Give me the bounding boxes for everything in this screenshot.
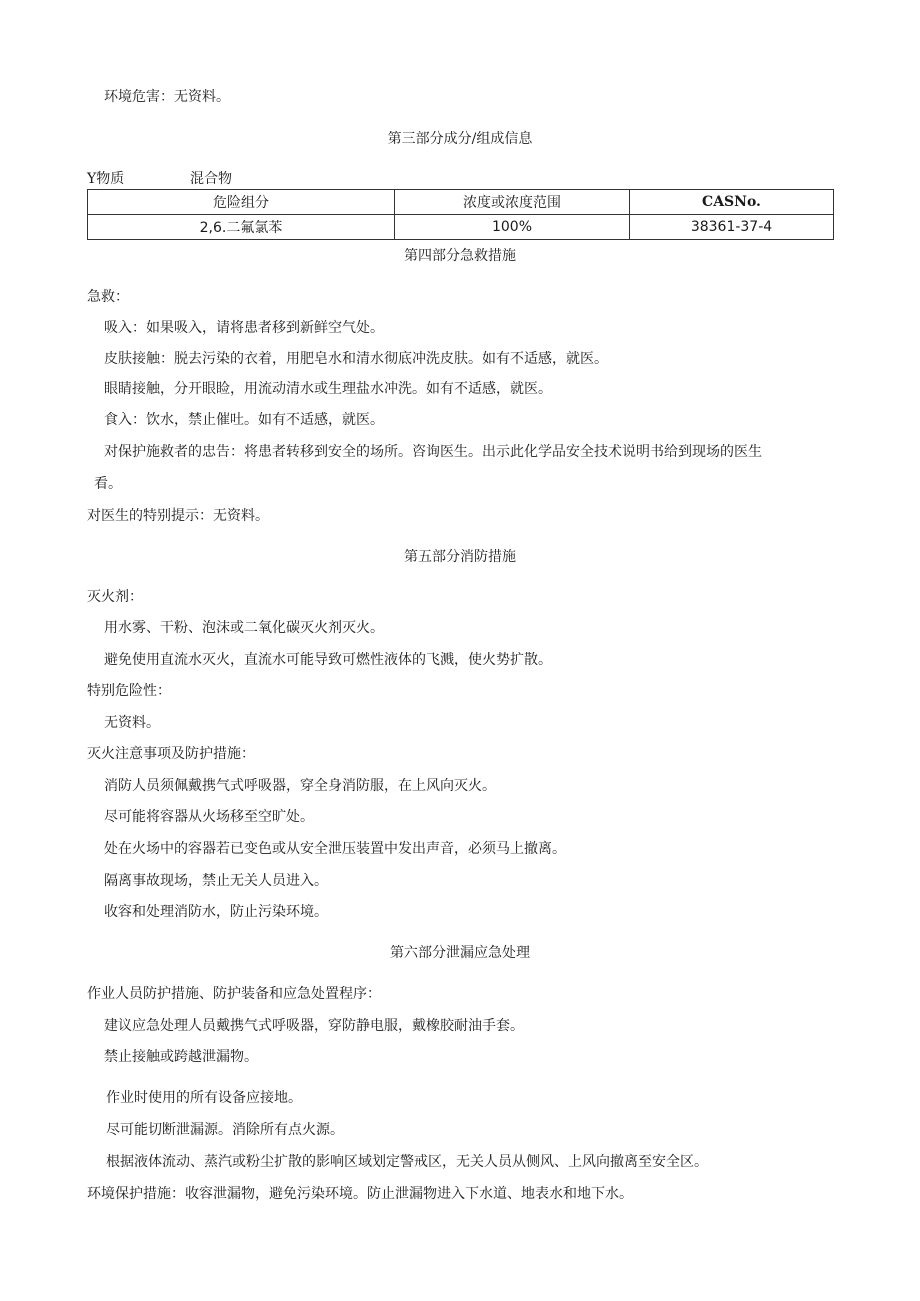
first-aid-skin: 皮肤接触：脱去污染的衣着，用肥皂水和清水彻底冲洗皮肤。如有不适感，就医。 (104, 351, 608, 367)
firefighting-precaution-label: 灭火注意事项及防护措施： (87, 746, 255, 762)
table-cell: 38361-37-4 (630, 215, 834, 240)
rescuer-advice: 对保护施救者的忠告：将患者转移到安全的场所。咨询医生。出示此化学品安全技术说明书给到现场的医生 (104, 444, 762, 460)
section4-title: 第四部分急救措施 (404, 248, 516, 264)
personnel-protection-1: 建议应急处理人员戴携气式呼吸器，穿防静电服，戴橡胶耐油手套。 (104, 1018, 524, 1034)
extinguishing-agent-2: 避免使用直流水灭火，直流水可能导致可燃性液体的飞溅，使火势扩散。 (104, 652, 552, 668)
composition-table (87, 189, 834, 240)
env-hazard-line: 环境危害：无资料。 (104, 89, 230, 105)
firefighting-precaution-4: 隔离事故现场，禁止无关人员进入。 (104, 873, 328, 889)
environmental-protection: 环境保护措施：收容泄漏物，避免污染环境。防止泄漏物进入下水道、地表水和地下水。 (87, 1186, 633, 1202)
table-header-cell: CASNo. (630, 190, 834, 215)
substance-label: Y物质 (87, 171, 125, 187)
first-aid-label: 急救： (87, 289, 129, 305)
table-row (88, 215, 834, 240)
table-cell: 2,6.二氟氯苯 (88, 215, 395, 240)
personnel-protection-2: 禁止接触或跨越泄漏物。 (104, 1049, 258, 1065)
substance-value: 混合物 (190, 171, 232, 187)
firefighting-precaution-3: 处在火场中的容器若已变色或从安全泄压装置中发出声音，必须马上撤离。 (104, 841, 566, 857)
rescuer-advice-cont: 看。 (94, 476, 122, 492)
table-header-cell: 浓度或浓度范围 (395, 190, 630, 215)
section5-title: 第五部分消防措施 (404, 549, 516, 565)
extinguishing-agent-1: 用水雾、干粉、泡沫或二氧化碳灭火剂灭火。 (104, 620, 384, 636)
personnel-protection-label: 作业人员防护措施、防护装备和应急处置程序： (87, 986, 381, 1002)
first-aid-eye: 眼睛接触，分开眼睑，用流动清水或生理盐水冲洗。如有不适感，就医。 (104, 381, 552, 397)
firefighting-precaution-1: 消防人员须佩戴携气式呼吸器，穿全身消防服，在上风向灭火。 (104, 778, 496, 794)
personnel-protection-3: 作业时使用的所有设备应接地。 (106, 1090, 302, 1106)
doctor-note: 对医生的特别提示：无资料。 (87, 508, 269, 524)
firefighting-precaution-2: 尽可能将容器从火场移至空旷处。 (104, 809, 314, 825)
section3-title: 第三部分成分/组成信息 (387, 131, 533, 147)
section6-title: 第六部分泄漏应急处理 (390, 945, 530, 961)
firefighting-precaution-5: 收容和处理消防水，防止污染环境。 (104, 904, 328, 920)
table-header-row (88, 190, 834, 215)
special-hazard-label: 特别危险性： (87, 683, 171, 699)
first-aid-ingestion: 食入：饮水，禁止催吐。如有不适感，就医。 (104, 412, 384, 428)
first-aid-inhalation: 吸入：如果吸入，请将患者移到新鲜空气处。 (104, 320, 384, 336)
table-cell: 100% (395, 215, 630, 240)
personnel-protection-5: 根据液体流动、蒸汽或粉尘扩散的影响区域划定警戒区，无关人员从侧风、上风向撤离至安全区。 (106, 1154, 708, 1170)
personnel-protection-4: 尽可能切断泄漏源。消除所有点火源。 (106, 1122, 344, 1138)
special-hazard-value: 无资料。 (104, 715, 160, 731)
extinguishing-agent-label: 灭火剂： (87, 589, 143, 605)
table-header-cell: 危险组分 (88, 190, 395, 215)
